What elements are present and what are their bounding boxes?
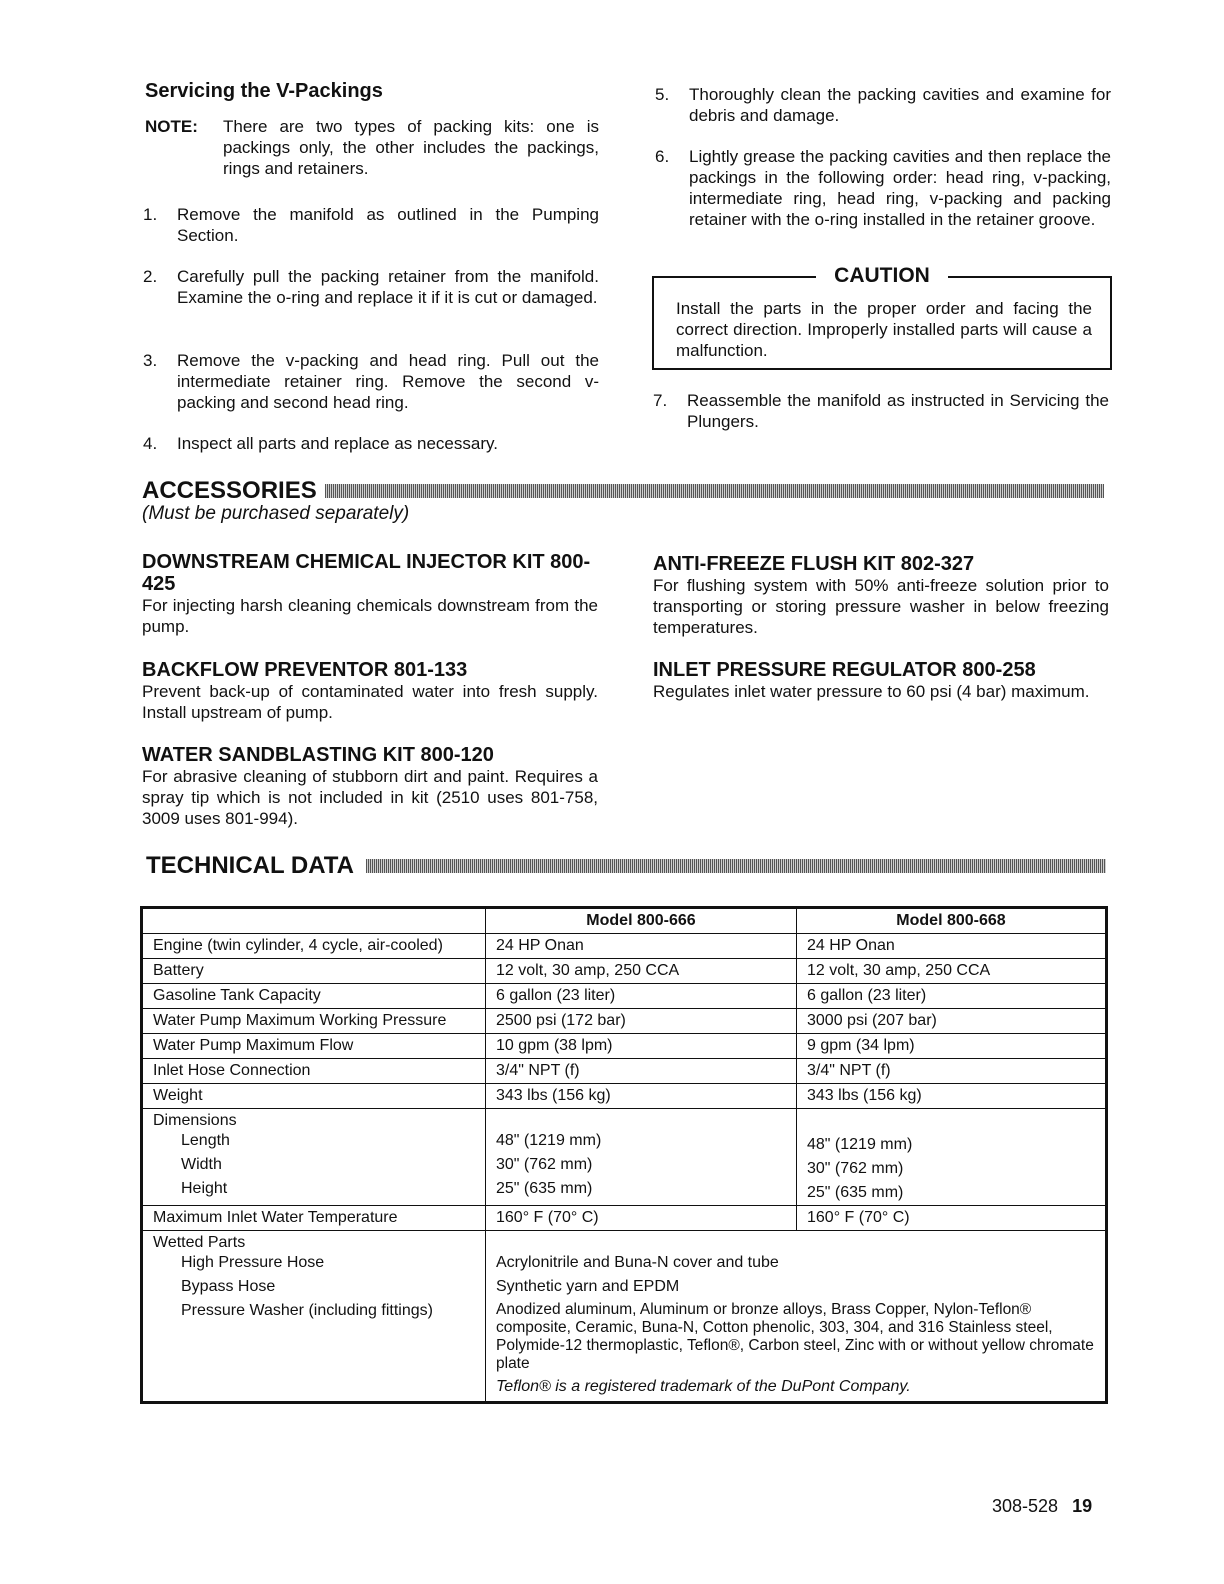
table-row-dimensions	[142, 1109, 1107, 1206]
step-5	[655, 84, 1111, 126]
width-value: 30" (762 mm)	[807, 1160, 904, 1177]
spec-value	[797, 1109, 1107, 1206]
section-title-technical-data: TECHNICAL DATA	[146, 852, 354, 879]
step-number: 6.	[655, 147, 670, 166]
spec-value: 12 volt, 30 amp, 250 CCA	[797, 959, 1107, 984]
wetted-parts-values	[486, 1231, 1107, 1403]
spec-value: 343 lbs (156 kg)	[486, 1084, 797, 1109]
section-rule	[366, 859, 1106, 873]
page-number: 19	[1072, 1496, 1093, 1516]
width-value: 30" (762 mm)	[496, 1156, 593, 1173]
technical-header	[146, 852, 1106, 880]
note-block	[145, 116, 599, 179]
table-row	[142, 1206, 1107, 1231]
table-row	[142, 1059, 1107, 1084]
table-row	[142, 934, 1107, 959]
step-number: 5.	[655, 85, 670, 104]
kit-water-sandblasting	[142, 744, 598, 829]
step-number: 3.	[143, 351, 158, 370]
trademark-note: Teflon® is a registered trademark of the DuPont Company.	[496, 1378, 911, 1395]
wetted-parts-label: Wetted Parts	[153, 1234, 246, 1251]
section-title-accessories: ACCESSORIES	[142, 477, 317, 504]
spec-value: 160° F (70° C)	[486, 1206, 797, 1231]
note-text: There are two types of packing kits: one is packings only, the other includes the packings, rings and retainers.	[223, 117, 599, 178]
step-1	[143, 204, 599, 246]
spec-value: 3/4" NPT (f)	[486, 1059, 797, 1084]
spec-label: Water Pump Maximum Working Pressure	[142, 1009, 486, 1034]
step-number: 2.	[143, 267, 158, 286]
spec-label: Gasoline Tank Capacity	[142, 984, 486, 1009]
table-row	[142, 984, 1107, 1009]
spec-value: 6 gallon (23 liter)	[797, 984, 1107, 1009]
spec-value	[486, 1109, 797, 1206]
bypass-hose-label: Bypass Hose	[181, 1278, 276, 1295]
length-label: Length	[181, 1132, 230, 1149]
spec-label: Water Pump Maximum Flow	[142, 1034, 486, 1059]
step-6	[655, 146, 1111, 230]
step-number: 4.	[143, 434, 158, 453]
table-header-model-666: Model 800-666	[486, 908, 797, 934]
table-row	[142, 959, 1107, 984]
accessories-subtitle: (Must be purchased separately)	[142, 503, 410, 524]
kit-title: INLET PRESSURE REGULATOR 800-258	[653, 659, 1036, 681]
kit-backflow-preventor	[142, 659, 598, 723]
spec-value: 160° F (70° C)	[797, 1206, 1107, 1231]
dimensions-label: Dimensions	[153, 1112, 237, 1129]
accessories-header	[142, 477, 1104, 505]
table-row	[142, 1084, 1107, 1109]
caution-text: Install the parts in the proper order and facing the correct direction. Improperly installed parts will cause a malfunction.	[676, 299, 1092, 360]
spec-value: 3000 psi (207 bar)	[797, 1009, 1107, 1034]
bypass-hose-value: Synthetic yarn and EPDM	[496, 1278, 680, 1295]
kit-anti-freeze-flush	[653, 553, 1109, 638]
spec-label: Inlet Hose Connection	[142, 1059, 486, 1084]
table-row-wetted-parts	[142, 1231, 1107, 1403]
spec-label: Weight	[142, 1084, 486, 1109]
kit-title: DOWNSTREAM CHEMICAL INJECTOR KIT 800-425	[142, 551, 591, 595]
kit-description: For flushing system with 50% anti-freeze solution prior to transporting or storing pressure washer in below freezing temperatures.	[653, 576, 1109, 637]
spec-value: 3/4" NPT (f)	[797, 1059, 1107, 1084]
pressure-washer-label: Pressure Washer (including fittings)	[181, 1302, 433, 1319]
hp-hose-label: High Pressure Hose	[181, 1254, 325, 1271]
step-2	[143, 266, 599, 308]
length-value: 48" (1219 mm)	[807, 1136, 913, 1153]
kit-title: ANTI-FREEZE FLUSH KIT 802-327	[653, 553, 975, 575]
kit-description: For injecting harsh cleaning chemicals downstream from the pump.	[142, 596, 598, 636]
height-value: 25" (635 mm)	[496, 1180, 593, 1197]
step-text: Lightly grease the packing cavities and then replace the packings in the following order: head ring, v-packing, intermediate ring, head ring, v-packing and packing retainer with the o-ring installed in the retainer groove.	[689, 147, 1111, 229]
page-footer	[992, 1496, 1092, 1517]
kit-title: WATER SANDBLASTING KIT 800-120	[142, 744, 494, 766]
kit-description: For abrasive cleaning of stubborn dirt and paint. Requires a spray tip which is not included in kit (2510 uses 801-758, 3009 uses 801-994).	[142, 767, 598, 828]
spec-label: Maximum Inlet Water Temperature	[142, 1206, 486, 1231]
kit-title: BACKFLOW PREVENTOR 801-133	[142, 659, 468, 681]
step-3	[143, 350, 599, 413]
kit-chemical-injector	[142, 551, 598, 637]
caution-box	[652, 264, 1112, 370]
kit-description: Regulates inlet water pressure to 60 psi (4 bar) maximum.	[653, 682, 1090, 701]
spec-value: 24 HP Onan	[797, 934, 1107, 959]
spec-label	[142, 1231, 486, 1403]
step-text: Carefully pull the packing retainer from the manifold. Examine the o-ring and replace it if it is cut or damaged.	[177, 267, 599, 307]
pressure-washer-value: Anodized aluminum, Aluminum or bronze alloys, Brass Copper, Nylon-Teflon® composite, Ceramic, Buna-N, Cotton phenolic, 303, 304, and 316 Stainless steel, Polymide-12 thermoplastic, Teflon®, Carbon steel, Zinc with or without yellow chromate plate	[496, 1301, 1094, 1372]
height-value: 25" (635 mm)	[807, 1184, 904, 1201]
length-value: 48" (1219 mm)	[496, 1132, 602, 1149]
step-text: Inspect all parts and replace as necessary.	[177, 434, 498, 453]
spec-value: 24 HP Onan	[486, 934, 797, 959]
step-7	[653, 390, 1109, 432]
spec-label	[142, 1109, 486, 1206]
spec-value: 9 gpm (34 lpm)	[797, 1034, 1107, 1059]
spec-label: Battery	[142, 959, 486, 984]
spec-value: 6 gallon (23 liter)	[486, 984, 797, 1009]
spec-value: 343 lbs (156 kg)	[797, 1084, 1107, 1109]
step-4	[143, 433, 599, 454]
step-text: Remove the manifold as outlined in the Pumping Section.	[177, 205, 599, 245]
step-text: Remove the v-packing and head ring. Pull out the intermediate retainer ring. Remove the second v-packing and second head ring.	[177, 351, 599, 412]
spec-value: 10 gpm (38 lpm)	[486, 1034, 797, 1059]
section-rule	[325, 484, 1104, 498]
height-label: Height	[181, 1180, 228, 1197]
table-header-blank	[142, 908, 486, 934]
doc-number: 308-528	[992, 1496, 1059, 1516]
section-heading-servicing: Servicing the V-Packings	[145, 80, 383, 102]
step-text: Reassemble the manifold as instructed in Servicing the Plungers.	[687, 391, 1109, 431]
table-row	[142, 1034, 1107, 1059]
kit-description: Prevent back-up of contaminated water into fresh supply. Install upstream of pump.	[142, 682, 598, 722]
spec-label: Engine (twin cylinder, 4 cycle, air-cooled)	[142, 934, 486, 959]
spec-value: 12 volt, 30 amp, 250 CCA	[486, 959, 797, 984]
table-row	[142, 1009, 1107, 1034]
table-header-row	[142, 908, 1107, 934]
caution-title: CAUTION	[834, 264, 930, 287]
step-number: 7.	[653, 391, 668, 410]
spec-value: 2500 psi (172 bar)	[486, 1009, 797, 1034]
width-label: Width	[181, 1156, 222, 1173]
hp-hose-value: Acrylonitrile and Buna-N cover and tube	[496, 1254, 779, 1271]
step-number: 1.	[143, 205, 158, 224]
step-text: Thoroughly clean the packing cavities and examine for debris and damage.	[689, 85, 1111, 125]
note-label: NOTE:	[145, 117, 198, 136]
technical-data-table	[140, 906, 1108, 1404]
table-header-model-668: Model 800-668	[797, 908, 1107, 934]
kit-inlet-pressure-regulator	[653, 659, 1109, 702]
